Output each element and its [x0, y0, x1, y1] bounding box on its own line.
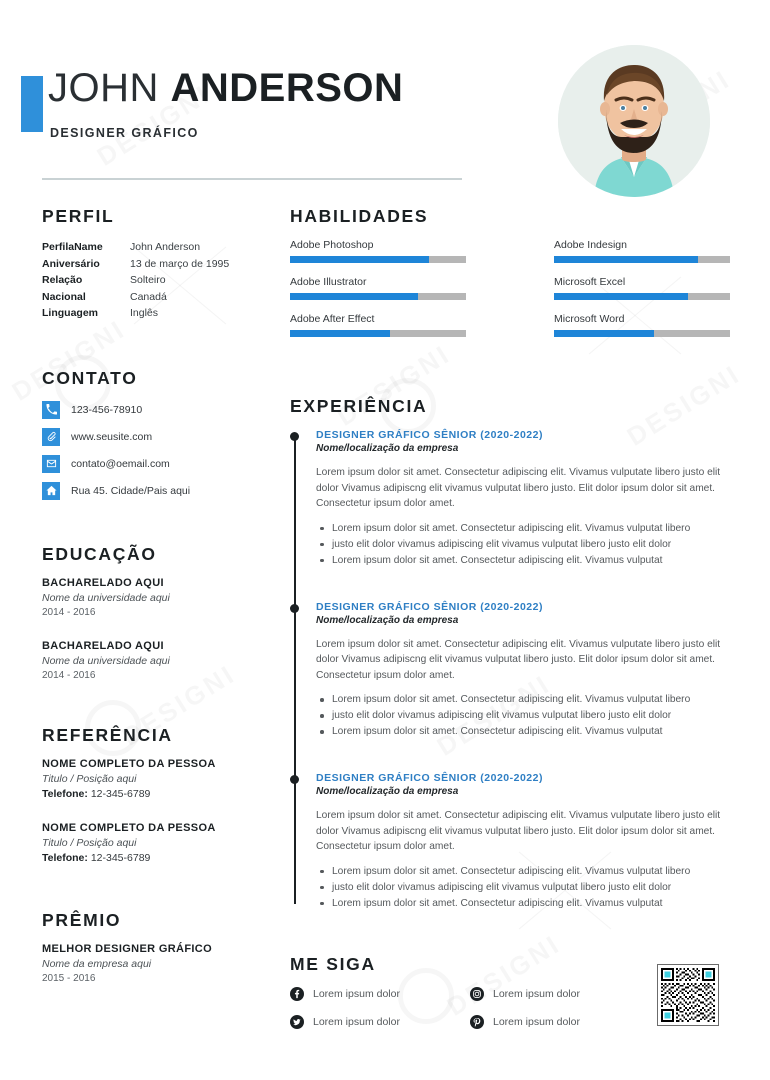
skill-fill: [290, 330, 390, 337]
perfil-value: 13 de março de 1995: [130, 257, 230, 270]
experience-body: Lorem ipsum dolor sit amet. Consectetur adipiscing elit. Vivamus vulputate libero justo elit dolor Vivamus adipiscng elit vivamus vulputat libero justo. Elit dolor ipsum dolor sit amet. Consectetur ipsum dolor amet.: [316, 467, 721, 509]
skill-fill: [554, 293, 688, 300]
skill-track: [554, 293, 730, 300]
perfil-value: Inglês: [130, 307, 159, 319]
perfil-value: Canadá: [130, 290, 167, 303]
entry-title: BACHARELADO AQUI: [42, 639, 164, 652]
experience-bullet: Lorem ipsum dolor sit amet. Consectetur adipiscing elit. Vivamus vulputat libero: [332, 692, 730, 708]
entry-title: MELHOR DESIGNER GRÁFICO: [42, 942, 212, 955]
social-text: Lorem ipsum dolor: [493, 987, 580, 1000]
experience-bullets: [316, 521, 730, 569]
entry-title: NOME COMPLETO DA PESSOA: [42, 821, 216, 834]
reference-entry: [42, 822, 274, 864]
section-title-habilidades: HABILIDADES: [290, 206, 429, 226]
perfil-value: John Anderson: [130, 241, 201, 253]
social-text: Lorem ipsum dolor: [313, 1015, 400, 1028]
section-perfil: [42, 206, 274, 322]
social-link-facebook[interactable]: [290, 987, 470, 1001]
social-text: Lorem ipsum dolor: [313, 987, 400, 1000]
experience-role: DESIGNER GRÁFICO SÊNIOR (2020-2022): [316, 429, 543, 441]
perfil-key: Relação: [42, 274, 83, 286]
skill-item: [554, 239, 730, 263]
contact-text: www.seusite.com: [71, 430, 153, 443]
skill-track: [290, 330, 466, 337]
award-entry: [42, 943, 274, 984]
entry-title: BACHARELADO AQUI: [42, 576, 164, 589]
job-title: DESIGNER GRÁFICO: [50, 126, 199, 140]
last-name: ANDERSON: [170, 66, 404, 110]
section-habilidades: [290, 206, 730, 350]
experience-entry: [316, 601, 730, 741]
experience-company: Nome/localização da empresa: [316, 614, 459, 626]
right-column: [290, 206, 730, 1069]
avatar: [558, 45, 710, 197]
social-link-twitter[interactable]: [290, 1015, 470, 1029]
accent-block: [21, 76, 43, 132]
section-experiencia: [290, 396, 730, 912]
skill-name: Microsoft Excel: [554, 276, 626, 288]
skill-name: Microsoft Word: [554, 313, 625, 325]
skills-column-right: [554, 239, 730, 350]
skill-track: [554, 256, 730, 263]
section-title-educacao: EDUCAÇÃO: [42, 543, 157, 564]
skill-name: Adobe Indesign: [554, 239, 627, 251]
contact-text: Rua 45. Cidade/Pais aqui: [71, 484, 191, 497]
envelope-icon: [42, 455, 60, 473]
skills-grid: [290, 239, 730, 350]
entry-subtitle: Nome da universidade aqui: [42, 591, 170, 604]
timeline-dot: [290, 775, 299, 784]
experience-bullet: justo elit dolor vivamus adipiscing elit vivamus vulputat libero justo elit dolor: [332, 537, 730, 553]
profile-photo-illustration: [558, 45, 710, 197]
perfil-row: [42, 305, 274, 322]
experience-entry: [316, 772, 730, 912]
contact-item-phone[interactable]: [42, 401, 274, 419]
perfil-value: Solteiro: [130, 274, 166, 286]
resume-header: [0, 0, 770, 180]
perfil-key: PerfilaName: [42, 241, 103, 253]
section-referencia: [42, 725, 274, 864]
link-icon: [42, 428, 60, 446]
timeline-dot: [290, 604, 299, 613]
timeline-dot: [290, 432, 299, 441]
experience-role: DESIGNER GRÁFICO SÊNIOR (2020-2022): [316, 772, 543, 784]
skill-name: Adobe Illustrator: [290, 276, 367, 288]
reference-entry: [42, 758, 274, 800]
skill-fill: [554, 256, 698, 263]
first-name: JOHN: [48, 66, 159, 110]
section-premio: [42, 910, 274, 984]
section-title-premio: PRÊMIO: [42, 909, 122, 930]
experience-body: Lorem ipsum dolor sit amet. Consectetur adipiscing elit. Vivamus vulputate libero justo elit dolor Vivamus adipiscng elit vivamus vulputat libero justo. Elit dolor ipsum dolor sit amet. Consectetur ipsum dolor amet.: [316, 810, 721, 852]
skill-item: [554, 313, 730, 337]
experience-role: DESIGNER GRÁFICO SÊNIOR (2020-2022): [316, 600, 543, 613]
section-title-me-siga: ME SIGA: [290, 953, 376, 974]
education-entry: [42, 640, 274, 681]
skills-column-left: [290, 239, 466, 350]
skill-item: [290, 276, 466, 300]
contact-text: contato@oemail.com: [71, 457, 170, 470]
perfil-key: Linguagem: [42, 307, 99, 319]
skill-name: Adobe Photoshop: [290, 239, 374, 251]
left-column: [42, 206, 274, 1010]
phone-value: 12-345-6789: [90, 851, 151, 864]
instagram-icon: [470, 987, 484, 1001]
header-divider: [42, 178, 462, 180]
social-link-pinterest[interactable]: [470, 1015, 650, 1029]
page-title: [48, 68, 403, 108]
experience-entry: [316, 429, 730, 569]
perfil-row: [42, 272, 274, 289]
section-title-experiencia: EXPERIÊNCIA: [290, 396, 428, 416]
skill-item: [554, 276, 730, 300]
experience-bullet: Lorem ipsum dolor sit amet. Consectetur adipiscing elit. Vivamus vulputat: [332, 553, 730, 569]
experience-timeline: [290, 429, 730, 912]
social-text: Lorem ipsum dolor: [493, 1015, 580, 1028]
section-title-perfil: PERFIL: [42, 206, 115, 226]
home-icon: [42, 482, 60, 500]
entry-subtitle: Titulo / Posição aqui: [42, 836, 137, 849]
skill-fill: [290, 293, 418, 300]
qr-code[interactable]: [657, 964, 719, 1026]
social-link-instagram[interactable]: [470, 987, 650, 1001]
skill-fill: [554, 330, 654, 337]
experience-bullet: Lorem ipsum dolor sit amet. Consectetur adipiscing elit. Vivamus vulputat libero: [332, 864, 730, 880]
entry-subtitle: Nome da universidade aqui: [42, 654, 170, 667]
experience-bullet: Lorem ipsum dolor sit amet. Consectetur adipiscing elit. Vivamus vulputat libero: [332, 521, 730, 537]
perfil-key: Aniversário: [42, 257, 100, 270]
qr-code-graphic: [661, 968, 715, 1022]
section-educacao: [42, 544, 274, 681]
pinterest-icon: [470, 1015, 484, 1029]
contact-item-address[interactable]: [42, 482, 274, 500]
skill-track: [554, 330, 730, 337]
entry-title: NOME COMPLETO DA PESSOA: [42, 757, 216, 770]
experience-company: Nome/localização da empresa: [316, 443, 459, 454]
perfil-row: [42, 239, 274, 256]
phone-value: 12-345-6789: [90, 787, 151, 800]
phone-label: Telefone:: [42, 851, 88, 864]
experience-bullet: justo elit dolor vivamus adipiscing elit vivamus vulputat libero justo elit dolor: [332, 708, 730, 724]
entry-date: 2015 - 2016: [42, 972, 96, 984]
perfil-key: Nacional: [42, 290, 86, 303]
experience-bullet: Lorem ipsum dolor sit amet. Consectetur adipiscing elit. Vivamus vulputat: [332, 896, 730, 912]
entry-phone: [42, 788, 274, 800]
education-entry: [42, 577, 274, 618]
experience-body: Lorem ipsum dolor sit amet. Consectetur adipiscing elit. Vivamus vulputate libero justo elit dolor Vivamus adipiscng elit vivamus vulputat libero justo. Elit dolor ipsum dolor sit amet. Consectetur ipsum dolor amet.: [316, 638, 721, 681]
entry-subtitle: Titulo / Posição aqui: [42, 772, 137, 785]
skill-track: [290, 256, 466, 263]
contact-item-website[interactable]: [42, 428, 274, 446]
skill-item: [290, 239, 466, 263]
experience-bullets: [316, 864, 730, 912]
section-title-contato: CONTATO: [42, 367, 138, 388]
contact-item-email[interactable]: [42, 455, 274, 473]
experience-bullets: [316, 692, 730, 740]
skill-name: Adobe After Effect: [290, 313, 375, 325]
section-contato: [42, 368, 274, 500]
experience-company: Nome/localização da empresa: [316, 786, 459, 797]
experience-bullet: Lorem ipsum dolor sit amet. Consectetur adipiscing elit. Vivamus vulputat: [332, 724, 730, 740]
entry-date: 2014 - 2016: [42, 669, 96, 681]
perfil-list: [42, 239, 274, 322]
facebook-icon: [290, 987, 304, 1001]
skill-track: [290, 293, 466, 300]
experience-bullet: justo elit dolor vivamus adipiscing elit vivamus vulputat libero justo elit dolor: [332, 880, 730, 896]
phone-label: Telefone:: [42, 787, 88, 800]
skill-item: [290, 313, 466, 337]
contact-text: 123-456-78910: [71, 403, 143, 416]
perfil-row: [42, 289, 274, 306]
section-title-referencia: REFERÊNCIA: [42, 724, 173, 745]
twitter-icon: [290, 1015, 304, 1029]
entry-subtitle: Nome da empresa aqui: [42, 957, 152, 970]
entry-date: 2014 - 2016: [42, 606, 96, 618]
skill-fill: [290, 256, 429, 263]
entry-phone: [42, 852, 274, 864]
timeline-line: [294, 437, 296, 904]
perfil-row: [42, 256, 274, 273]
phone-icon: [42, 401, 60, 419]
social-links-grid: [290, 987, 650, 1043]
